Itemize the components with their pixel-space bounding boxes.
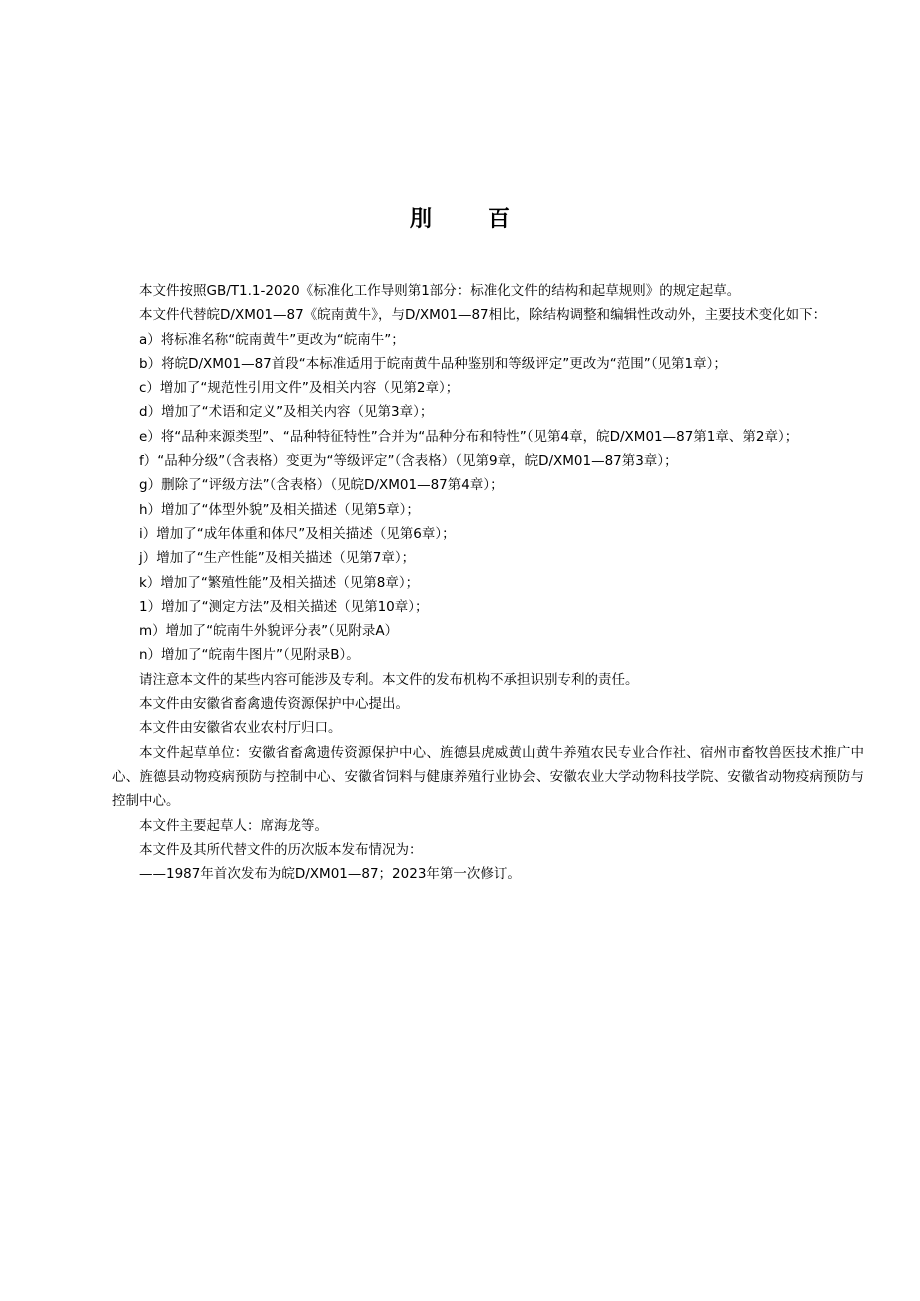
list-item: d）增加了“术语和定义”及相关内容（见第3章）； xyxy=(139,404,434,421)
title-char-2: 百 xyxy=(488,206,511,232)
list-item: g）删除了“评级方法”（含表格）（见皖D/XM01—87第4章）； xyxy=(139,477,504,494)
paragraph: 本文件代替皖D/XM01—87《皖南黄牛》，与D/XM01—87相比，除结构调整和编辑性改动外，主要技术变化如下： xyxy=(139,307,827,324)
list-item: b）将皖D/XM01—87首段“本标准适用于皖南黄牛品种鉴别和等级评定”更改为“范围”（见第1章）； xyxy=(139,355,727,372)
list-item: n）增加了“皖南牛图片”（见附录B）。 xyxy=(139,647,360,664)
foreword-body xyxy=(112,279,864,886)
list-item: a）将标准名称“皖南黄牛”更改为“皖南牛”； xyxy=(139,331,405,348)
paragraph: ——1987年首次发布为皖D/XM01—87；2023年第一次修订。 xyxy=(139,866,521,883)
paragraph: 本文件及其所代替文件的历次版本发布情况为： xyxy=(139,841,423,858)
paragraph: 本文件由安徽省畜禽遗传资源保护中心提出。 xyxy=(139,696,409,713)
paragraph: 本文件按照GB/T1.1-2020《标准化工作导则第1部分：标准化文件的结构和起草规则》的规定起草。 xyxy=(139,283,741,299)
list-item: e）将“品种来源类型”、“品种特征特性”合并为“品种分布和特性”（见第4章，皖D/XM01—87第1章、第2章）； xyxy=(139,428,799,445)
paragraph: 请注意本文件的某些内容可能涉及专利。本文件的发布机构不承担识别专利的责任。 xyxy=(139,671,639,688)
list-item: f）“品种分级”（含表格）变更为“等级评定”（含表格）（见第9章，皖D/XM01—87第3章）； xyxy=(139,453,678,470)
list-item: i）增加了“成年体重和体尺”及相关描述（见第6章）； xyxy=(139,525,456,542)
paragraph: 本文件主要起草人：席海龙等。 xyxy=(139,817,328,834)
list-item: h）增加了“体型外貌”及相关描述（见第5章）； xyxy=(139,501,420,518)
paragraph: 本文件起草单位：安徽省畜禽遗传资源保护中心、旌德县虎威黄山黄牛养殖农民专业合作社、宿州市畜牧兽医技术推广中心、旌德县动物疫病预防与控制中心、安徽省饲料与健康养殖行业协会、安徽农业大学动物科技学院、安徽省动物疫病预防与控制中心。 xyxy=(112,744,864,810)
list-item: c）增加了“规范性引用文件”及相关内容（见第2章）； xyxy=(139,380,460,397)
paragraph: 本文件由安徽省农业农村厅归口。 xyxy=(139,720,342,737)
list-item: k）增加了“繁殖性能”及相关描述（见第8章）； xyxy=(139,574,420,591)
list-item: j）增加了“生产性能”及相关描述（见第7章）； xyxy=(139,550,416,567)
page-title xyxy=(0,202,920,233)
list-item: m）增加了“皖南牛外貌评分表”（见附录A） xyxy=(139,623,399,640)
list-item: 1）增加了“测定方法”及相关描述（见第10章）； xyxy=(139,598,429,615)
title-char-1: 刖 xyxy=(409,206,432,232)
